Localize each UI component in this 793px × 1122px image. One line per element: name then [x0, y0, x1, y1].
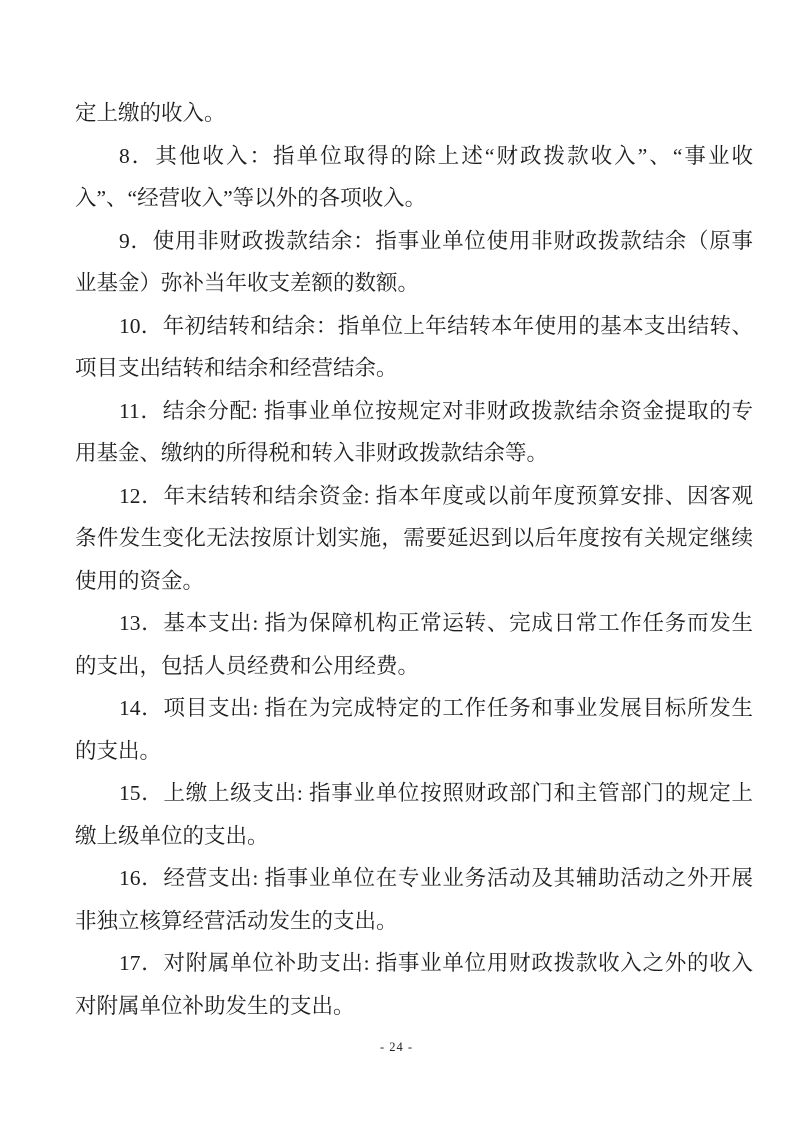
- definition-item-17: [75, 942, 753, 1027]
- definition-item-16: [75, 857, 753, 942]
- text-line: 9．使用非财政拨款结余：指事业单位使用非财政拨款结余（原事: [119, 228, 753, 253]
- text-line: 13．基本支出: 指为保障机构正常运转、完成日常工作任务而发生: [119, 611, 753, 635]
- text-line: 8．其他收入：指单位取得的除上述“财政拨款收入”、“事业收: [119, 143, 753, 168]
- text-line: 17．对附属单位补助支出: 指事业单位用财政拨款收入之外的收入: [119, 951, 753, 975]
- text-line: 的支出，包括人员经费和公用经费。: [75, 653, 420, 678]
- definition-item-13: [75, 602, 753, 687]
- definition-item-14: [75, 687, 753, 772]
- text-line: 10．年初结转和结余：指单位上年结转本年使用的基本支出结转、: [119, 313, 753, 338]
- definition-item-9: [75, 220, 753, 305]
- definition-item-11: [75, 390, 753, 475]
- text-line: 14．项目支出: 指在为完成特定的工作任务和事业发展目标所发生: [119, 696, 753, 720]
- text-line: 11．结余分配: 指事业单位按规定对非财政拨款结余资金提取的专: [119, 398, 753, 423]
- text-line: 条件发生变化无法按原计划实施，需要延迟到以后年度按有关规定继续: [75, 526, 753, 550]
- text-line: 16．经营支出: 指事业单位在专业业务活动及其辅助活动之外开展: [119, 866, 753, 890]
- text-line: 非独立核算经营活动发生的支出。: [75, 908, 398, 933]
- text-line: 入”、“经营收入”等以外的各项收入。: [75, 186, 427, 210]
- definition-item-15: [75, 772, 753, 857]
- text-block: [75, 92, 753, 1027]
- definition-item-8: [75, 135, 753, 220]
- text-line: 用基金、缴纳的所得税和转入非财政拨款结余等。: [75, 441, 549, 465]
- text-line: 使用的资金。: [75, 568, 205, 593]
- text-line: 缴上级单位的支出。: [75, 823, 269, 848]
- paragraph-continuation: [75, 92, 753, 135]
- text-line: 15．上缴上级支出: 指事业单位按照财政部门和主管部门的规定上: [119, 781, 753, 805]
- text-line: 定上缴的收入。: [75, 101, 226, 125]
- text-line: 12．年末结转和结余资金: 指本年度或以前年度预算安排、因客观: [119, 483, 753, 508]
- text-line: 的支出。: [75, 738, 162, 763]
- definition-item-10: [75, 305, 753, 390]
- text-line: 业基金）弥补当年收支差额的数额。: [75, 271, 420, 295]
- text-line: 项目支出结转和结余和经营结余。: [75, 356, 398, 380]
- page-footer: [0, 1038, 793, 1056]
- text-line: 对附属单位补助发生的支出。: [75, 993, 355, 1018]
- definition-item-12: [75, 475, 753, 603]
- page-number: - 24 -: [379, 1040, 414, 1054]
